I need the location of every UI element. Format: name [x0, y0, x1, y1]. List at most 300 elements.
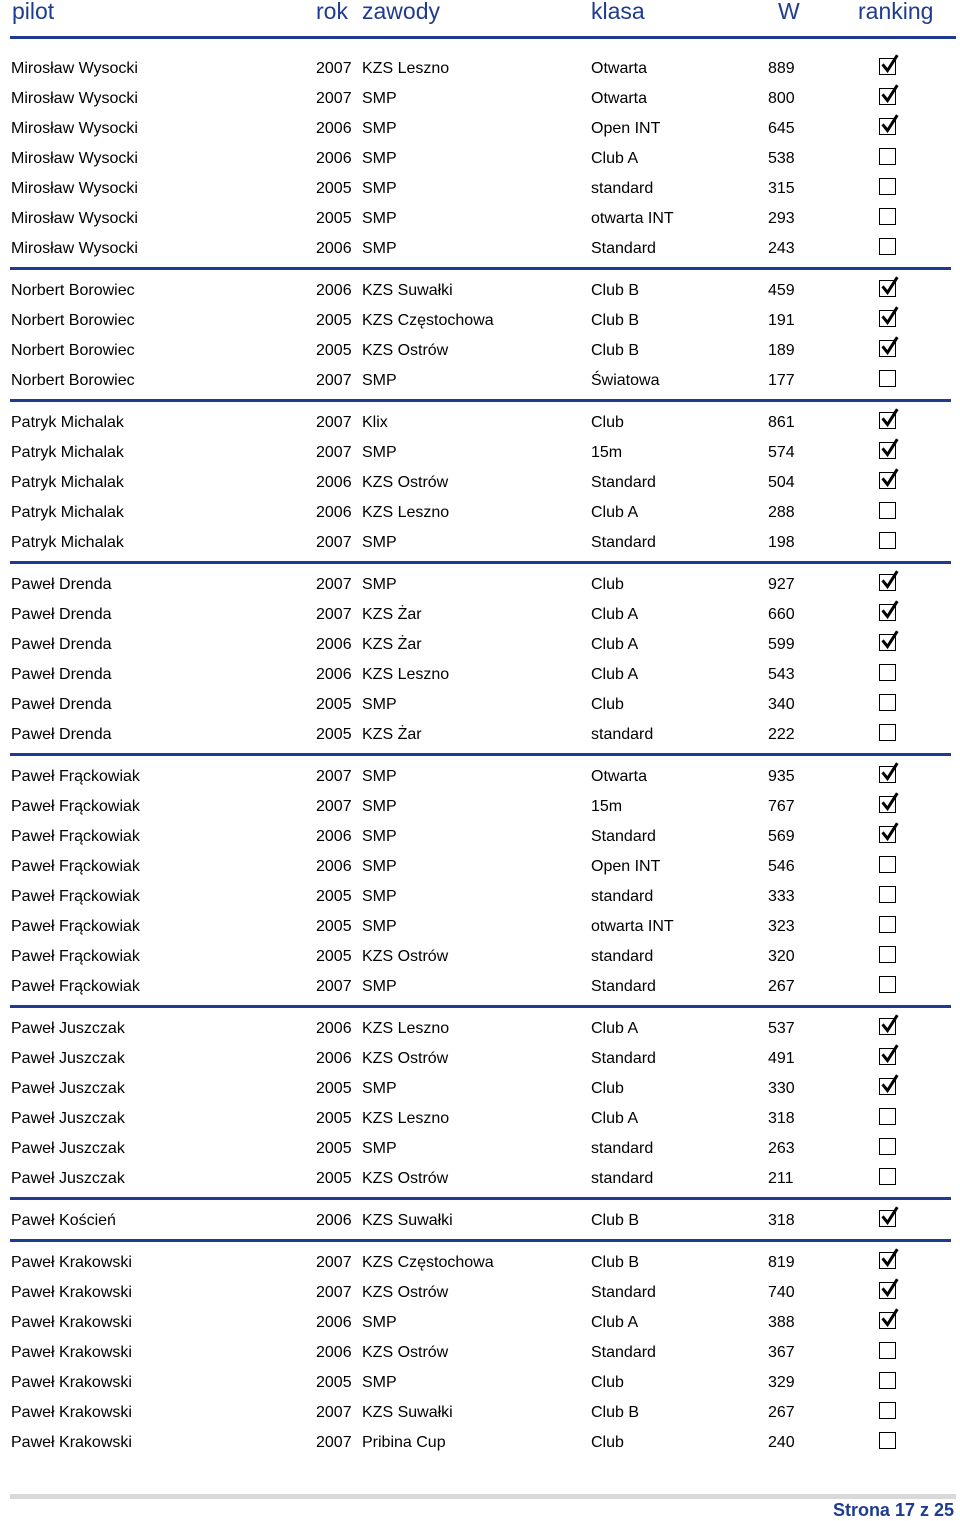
- group-divider: [10, 399, 951, 402]
- pilot-name: Patryk Michalak: [11, 474, 124, 491]
- table-row: [0, 601, 960, 631]
- ranking-checked-icon: [879, 1048, 896, 1065]
- year: 2006: [316, 282, 352, 299]
- year: 2007: [316, 606, 352, 623]
- ranking-unchecked-icon: [879, 1372, 896, 1389]
- ranking-checked-icon: [879, 604, 896, 621]
- pilot-name: Paweł Drenda: [11, 636, 112, 653]
- score: 318: [768, 1110, 795, 1127]
- competition: SMP: [362, 858, 397, 875]
- year: 2006: [316, 828, 352, 845]
- pilot-name: Paweł Frąckowiak: [11, 768, 140, 785]
- competition: KZS Ostrów: [362, 1170, 449, 1187]
- header-pilot: pilot: [12, 0, 55, 24]
- table-row: [0, 1105, 960, 1135]
- competition: KZS Żar: [362, 726, 422, 743]
- ranking-unchecked-icon: [879, 208, 896, 225]
- ranking-unchecked-icon: [879, 694, 896, 711]
- pilot-name: Patryk Michalak: [11, 414, 124, 431]
- competition: KZS Ostrów: [362, 948, 449, 965]
- score: 504: [768, 474, 795, 491]
- pilot-name: Paweł Krakowski: [11, 1344, 132, 1361]
- table-row: [0, 1309, 960, 1339]
- score: 889: [768, 60, 795, 77]
- class: Club B: [591, 342, 640, 359]
- class: Otwarta: [591, 60, 648, 77]
- score: 459: [768, 282, 795, 299]
- table-row: [0, 1207, 960, 1237]
- competition: SMP: [362, 180, 397, 197]
- table-row: [0, 691, 960, 721]
- score: 367: [768, 1344, 795, 1361]
- ranking-checked-icon: [879, 472, 896, 489]
- score: 315: [768, 180, 795, 197]
- score: 198: [768, 534, 795, 551]
- score: 340: [768, 696, 795, 713]
- ranking-checked-icon: [879, 1078, 896, 1095]
- class: Club B: [591, 312, 640, 329]
- year: 2007: [316, 1284, 352, 1301]
- table-row: [0, 571, 960, 601]
- ranking-unchecked-icon: [879, 502, 896, 519]
- competition: SMP: [362, 120, 397, 137]
- score: 819: [768, 1254, 795, 1271]
- competition: KZS Ostrów: [362, 342, 449, 359]
- score: 323: [768, 918, 795, 935]
- score: 267: [768, 1404, 795, 1421]
- year: 2007: [316, 90, 352, 107]
- class: Standard: [591, 978, 656, 995]
- score: 546: [768, 858, 795, 875]
- table-row: [0, 175, 960, 205]
- class: Club B: [591, 1404, 640, 1421]
- competition: SMP: [362, 534, 397, 551]
- competition: SMP: [362, 1140, 397, 1157]
- competition: SMP: [362, 978, 397, 995]
- year: 2007: [316, 60, 352, 77]
- competition: KZS Leszno: [362, 1110, 450, 1127]
- pilot-name: Paweł Krakowski: [11, 1434, 132, 1451]
- pilot-name: Patryk Michalak: [11, 504, 124, 521]
- score: 333: [768, 888, 795, 905]
- table-row: [0, 145, 960, 175]
- score: 574: [768, 444, 795, 461]
- ranking-unchecked-icon: [879, 238, 896, 255]
- pilot-name: Paweł Krakowski: [11, 1254, 132, 1271]
- ranking-checked-icon: [879, 1018, 896, 1035]
- score: 211: [768, 1170, 794, 1187]
- score: 645: [768, 120, 795, 137]
- year: 2006: [316, 1020, 352, 1037]
- pilot-name: Paweł Drenda: [11, 666, 112, 683]
- year: 2005: [316, 1170, 352, 1187]
- year: 2007: [316, 1434, 352, 1451]
- competition: KZS Ostrów: [362, 1050, 449, 1067]
- ranking-unchecked-icon: [879, 1342, 896, 1359]
- class: standard: [591, 888, 654, 905]
- score: 189: [768, 342, 795, 359]
- ranking-unchecked-icon: [879, 916, 896, 933]
- table-row: [0, 631, 960, 661]
- competition: SMP: [362, 888, 397, 905]
- year: 2006: [316, 240, 352, 257]
- ranking-checked-icon: [879, 766, 896, 783]
- table-row: [0, 1135, 960, 1165]
- ranking-unchecked-icon: [879, 1168, 896, 1185]
- competition: SMP: [362, 210, 397, 227]
- score: 263: [768, 1140, 795, 1157]
- class: Standard: [591, 534, 656, 551]
- score: 177: [768, 372, 795, 389]
- ranking-unchecked-icon: [879, 946, 896, 963]
- year: 2005: [316, 1110, 352, 1127]
- score: 288: [768, 504, 795, 521]
- table-row: [0, 1249, 960, 1279]
- ranking-checked-icon: [879, 442, 896, 459]
- competition: SMP: [362, 1080, 397, 1097]
- table-row: [0, 1045, 960, 1075]
- class: Club A: [591, 1020, 639, 1037]
- pilot-name: Mirosław Wysocki: [11, 90, 138, 107]
- ranking-unchecked-icon: [879, 1108, 896, 1125]
- competition: KZS Żar: [362, 606, 422, 623]
- ranking-checked-icon: [879, 340, 896, 357]
- year: 2005: [316, 696, 352, 713]
- score: 293: [768, 210, 795, 227]
- score: 537: [768, 1020, 795, 1037]
- class: Światowa: [591, 372, 660, 389]
- table-row: [0, 235, 960, 265]
- group-divider: [10, 1005, 951, 1008]
- group-divider: [10, 1197, 951, 1200]
- table-row: [0, 1075, 960, 1105]
- pilot-name: Paweł Frąckowiak: [11, 948, 140, 965]
- class: standard: [591, 1170, 654, 1187]
- score: 538: [768, 150, 795, 167]
- ranking-checked-icon: [879, 58, 896, 75]
- class: 15m: [591, 444, 623, 461]
- class: Open INT: [591, 120, 661, 137]
- pilot-name: Paweł Frąckowiak: [11, 978, 140, 995]
- year: 2005: [316, 1374, 352, 1391]
- ranking-checked-icon: [879, 412, 896, 429]
- score: 243: [768, 240, 795, 257]
- year: 2006: [316, 1050, 352, 1067]
- table-row: [0, 823, 960, 853]
- table-row: [0, 1165, 960, 1195]
- year: 2005: [316, 1080, 352, 1097]
- competition: SMP: [362, 576, 397, 593]
- footer-divider: [10, 1494, 956, 1499]
- competition: KZS Leszno: [362, 504, 450, 521]
- table-row: [0, 307, 960, 337]
- year: 2006: [316, 858, 352, 875]
- year: 2007: [316, 798, 352, 815]
- table-row: [0, 883, 960, 913]
- pilot-name: Paweł Frąckowiak: [11, 798, 140, 815]
- ranking-checked-icon: [879, 280, 896, 297]
- year: 2006: [316, 636, 352, 653]
- year: 2006: [316, 1212, 352, 1229]
- competition: SMP: [362, 90, 397, 107]
- competition: SMP: [362, 372, 397, 389]
- class: Club B: [591, 1212, 640, 1229]
- score: 388: [768, 1314, 795, 1331]
- pilot-name: Paweł Krakowski: [11, 1404, 132, 1421]
- year: 2005: [316, 726, 352, 743]
- table-header: [0, 0, 960, 30]
- class: Club: [591, 576, 624, 593]
- table-row: [0, 1279, 960, 1309]
- score: 491: [768, 1050, 795, 1067]
- pilot-name: Paweł Frąckowiak: [11, 888, 140, 905]
- year: 2007: [316, 576, 352, 593]
- pilot-name: Paweł Koścień: [11, 1212, 116, 1229]
- year: 2007: [316, 1404, 352, 1421]
- score: 267: [768, 978, 795, 995]
- pilot-name: Paweł Juszczak: [11, 1020, 125, 1037]
- year: 2006: [316, 1344, 352, 1361]
- score: 861: [768, 414, 795, 431]
- ranking-checked-icon: [879, 634, 896, 651]
- year: 2007: [316, 1254, 352, 1271]
- table-row: [0, 205, 960, 235]
- year: 2007: [316, 768, 352, 785]
- table-row: [0, 469, 960, 499]
- ranking-checked-icon: [879, 118, 896, 135]
- pilot-name: Paweł Krakowski: [11, 1284, 132, 1301]
- pilot-name: Paweł Juszczak: [11, 1110, 125, 1127]
- pilot-name: Paweł Juszczak: [11, 1170, 125, 1187]
- competition: KZS Częstochowa: [362, 312, 494, 329]
- competition: SMP: [362, 696, 397, 713]
- year: 2006: [316, 474, 352, 491]
- table-row: [0, 409, 960, 439]
- year: 2005: [316, 342, 352, 359]
- competition: SMP: [362, 798, 397, 815]
- competition: KZS Żar: [362, 636, 422, 653]
- ranking-checked-icon: [879, 310, 896, 327]
- year: 2007: [316, 414, 352, 431]
- score: 660: [768, 606, 795, 623]
- ranking-unchecked-icon: [879, 856, 896, 873]
- year: 2006: [316, 120, 352, 137]
- ranking-unchecked-icon: [879, 178, 896, 195]
- header-rok: rok: [316, 0, 348, 24]
- competition: Klix: [362, 414, 388, 431]
- pilot-name: Paweł Drenda: [11, 576, 112, 593]
- class: standard: [591, 726, 654, 743]
- pilot-name: Paweł Frąckowiak: [11, 858, 140, 875]
- competition: KZS Suwałki: [362, 1212, 453, 1229]
- table-row: [0, 661, 960, 691]
- score: 543: [768, 666, 795, 683]
- pilot-name: Paweł Frąckowiak: [11, 918, 140, 935]
- pilot-name: Mirosław Wysocki: [11, 210, 138, 227]
- ranking-unchecked-icon: [879, 532, 896, 549]
- table-row: [0, 529, 960, 559]
- class: standard: [591, 180, 654, 197]
- year: 2006: [316, 150, 352, 167]
- table-row: [0, 1429, 960, 1459]
- table-row: [0, 337, 960, 367]
- table-row: [0, 913, 960, 943]
- competition: Pribina Cup: [362, 1434, 446, 1451]
- group-divider: [10, 267, 951, 270]
- table-row: [0, 277, 960, 307]
- table-row: [0, 853, 960, 883]
- class: Club: [591, 1374, 624, 1391]
- competition: KZS Ostrów: [362, 1284, 449, 1301]
- header-divider: [10, 36, 956, 39]
- class: standard: [591, 1140, 654, 1157]
- ranking-checked-icon: [879, 88, 896, 105]
- class: Club: [591, 696, 624, 713]
- year: 2005: [316, 948, 352, 965]
- year: 2005: [316, 210, 352, 227]
- competition: KZS Leszno: [362, 1020, 450, 1037]
- class: Standard: [591, 1050, 656, 1067]
- competition: KZS Leszno: [362, 60, 450, 77]
- competition: SMP: [362, 240, 397, 257]
- pilot-name: Norbert Borowiec: [11, 372, 135, 389]
- ranking-unchecked-icon: [879, 664, 896, 681]
- competition: SMP: [362, 1374, 397, 1391]
- ranking-checked-icon: [879, 826, 896, 843]
- year: 2005: [316, 312, 352, 329]
- table-row: [0, 85, 960, 115]
- score: 240: [768, 1434, 795, 1451]
- score: 935: [768, 768, 795, 785]
- ranking-checked-icon: [879, 574, 896, 591]
- class: 15m: [591, 798, 623, 815]
- competition: KZS Suwałki: [362, 282, 453, 299]
- table-row: [0, 793, 960, 823]
- class: Open INT: [591, 858, 661, 875]
- pilot-name: Mirosław Wysocki: [11, 240, 138, 257]
- score: 569: [768, 828, 795, 845]
- class: Club: [591, 414, 624, 431]
- ranking-checked-icon: [879, 1210, 896, 1227]
- header-ranking: ranking: [858, 0, 934, 24]
- class: otwarta INT: [591, 918, 674, 935]
- score: 191: [768, 312, 795, 329]
- page-number: Strona 17 z 25: [832, 1500, 954, 1520]
- class: Otwarta: [591, 768, 648, 785]
- pilot-name: Mirosław Wysocki: [11, 120, 138, 137]
- class: Club B: [591, 1254, 640, 1271]
- ranking-checked-icon: [879, 1312, 896, 1329]
- class: Standard: [591, 1284, 656, 1301]
- ranking-unchecked-icon: [879, 370, 896, 387]
- ranking-checked-icon: [879, 1252, 896, 1269]
- table-row: [0, 1369, 960, 1399]
- score: 320: [768, 948, 795, 965]
- header-w: W: [778, 0, 800, 24]
- ranking-unchecked-icon: [879, 724, 896, 741]
- year: 2007: [316, 372, 352, 389]
- class: Standard: [591, 828, 656, 845]
- class: Club A: [591, 666, 639, 683]
- pilot-name: Paweł Drenda: [11, 606, 112, 623]
- class: Standard: [591, 1344, 656, 1361]
- ranking-unchecked-icon: [879, 1138, 896, 1155]
- competition: SMP: [362, 444, 397, 461]
- pilot-name: Norbert Borowiec: [11, 282, 135, 299]
- pilot-name: Norbert Borowiec: [11, 312, 135, 329]
- class: Club A: [591, 150, 639, 167]
- class: Club B: [591, 282, 640, 299]
- group-divider: [10, 1239, 951, 1242]
- year: 2005: [316, 180, 352, 197]
- header-zawody: zawody: [362, 0, 440, 24]
- class: Otwarta: [591, 90, 648, 107]
- table-row: [0, 499, 960, 529]
- ranking-unchecked-icon: [879, 976, 896, 993]
- table-row: [0, 763, 960, 793]
- header-klasa: klasa: [591, 0, 645, 24]
- pilot-name: Patryk Michalak: [11, 534, 124, 551]
- score: 222: [768, 726, 795, 743]
- pilot-name: Patryk Michalak: [11, 444, 124, 461]
- score: 330: [768, 1080, 795, 1097]
- pilot-name: Paweł Juszczak: [11, 1140, 125, 1157]
- year: 2005: [316, 1140, 352, 1157]
- ranking-unchecked-icon: [879, 148, 896, 165]
- group-divider: [10, 753, 951, 756]
- table-row: [0, 55, 960, 85]
- score: 740: [768, 1284, 795, 1301]
- competition: KZS Leszno: [362, 666, 450, 683]
- score: 800: [768, 90, 795, 107]
- ranking-checked-icon: [879, 1282, 896, 1299]
- competition: KZS Ostrów: [362, 474, 449, 491]
- class: standard: [591, 948, 654, 965]
- pilot-name: Norbert Borowiec: [11, 342, 135, 359]
- table-row: [0, 721, 960, 751]
- competition: KZS Suwałki: [362, 1404, 453, 1421]
- class: Club A: [591, 606, 639, 623]
- competition: SMP: [362, 150, 397, 167]
- class: otwarta INT: [591, 210, 674, 227]
- competition: KZS Ostrów: [362, 1344, 449, 1361]
- class: Standard: [591, 474, 656, 491]
- score: 767: [768, 798, 795, 815]
- pilot-name: Paweł Juszczak: [11, 1050, 125, 1067]
- table-row: [0, 439, 960, 469]
- table-row: [0, 1015, 960, 1045]
- ranking-unchecked-icon: [879, 1432, 896, 1449]
- class: Club: [591, 1080, 624, 1097]
- ranking-checked-icon: [879, 796, 896, 813]
- pilot-name: Paweł Drenda: [11, 726, 112, 743]
- table-row: [0, 943, 960, 973]
- group-divider: [10, 561, 951, 564]
- score: 329: [768, 1374, 795, 1391]
- class: Club A: [591, 1110, 639, 1127]
- class: Club A: [591, 504, 639, 521]
- year: 2006: [316, 1314, 352, 1331]
- competition: SMP: [362, 768, 397, 785]
- table-row: [0, 1399, 960, 1429]
- year: 2006: [316, 504, 352, 521]
- class: Club: [591, 1434, 624, 1451]
- competition: KZS Częstochowa: [362, 1254, 494, 1271]
- year: 2005: [316, 888, 352, 905]
- pilot-name: Mirosław Wysocki: [11, 60, 138, 77]
- pilot-name: Mirosław Wysocki: [11, 180, 138, 197]
- competition: SMP: [362, 918, 397, 935]
